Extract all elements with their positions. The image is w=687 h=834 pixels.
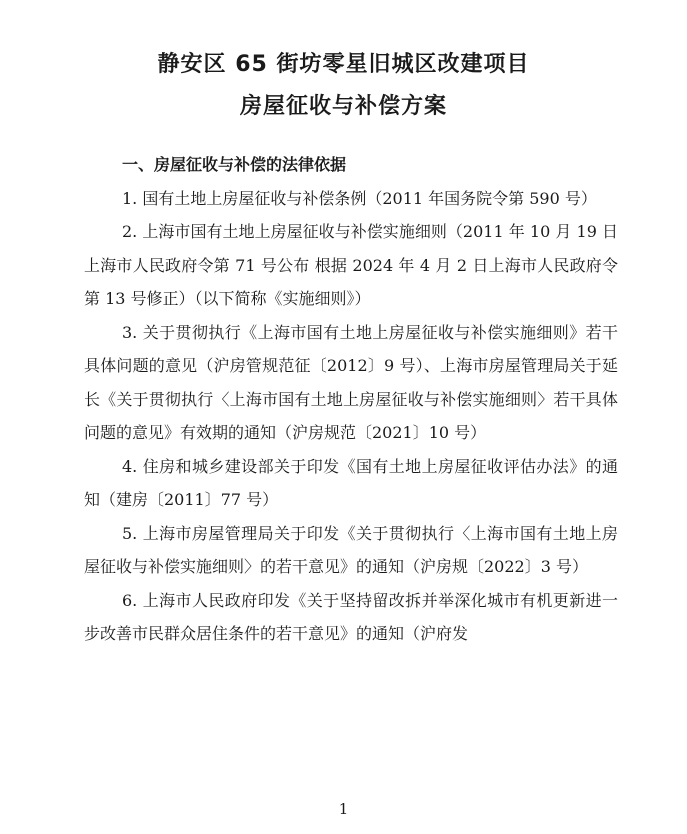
legal-basis-item-1: 1. 国有土地上房屋征收与补偿条例（2011 年国务院令第 590 号） [122,188,597,208]
legal-basis-item-3: 3. 关于贯彻执行《上海市国有土地上房屋征收与补偿实施细则》若干具体问题的意见（沪房管规范征〔2012〕9 号）、上海市房屋管理局关于延长《关于贯彻执行〈上海市国有土地上房屋征收与补偿实施细则〉若干具体问题的意见》有效期的通知（沪房规范〔2021〕10 号） [84,322,618,442]
legal-basis-item-5: 5. 上海市房屋管理局关于印发《关于贯彻执行〈上海市国有土地上房屋征收与补偿实施细则〉的若干意见》的通知（沪房规〔2022〕3 号） [84,523,618,576]
document-body [84,148,618,651]
legal-basis-item-6: 6. 上海市人民政府印发《关于坚持留改拆并举深化城市有机更新进一步改善市民群众居住条件的若干意见》的通知（沪府发 [84,590,618,643]
legal-basis-item-2: 2. 上海市国有土地上房屋征收与补偿实施细则（2011 年 10 月 19 日上海市人民政府令第 71 号公布 根据 2024 年 4 月 2 日上海市人民政府令第 13 号修正）（以下简称《实施细则》） [84,222,618,308]
document-title-line-1: 静安区 65 街坊零星旧城区改建项目 [157,52,530,77]
document-title-line-2: 房屋征收与补偿方案 [239,94,447,119]
page-number: 1 [338,800,349,818]
section-heading: 一、房屋征收与补偿的法律依据 [122,155,347,174]
legal-basis-item-4: 4. 住房和城乡建设部关于印发《国有土地上房屋征收评估办法》的通知（建房〔2011〕77 号） [84,456,618,509]
